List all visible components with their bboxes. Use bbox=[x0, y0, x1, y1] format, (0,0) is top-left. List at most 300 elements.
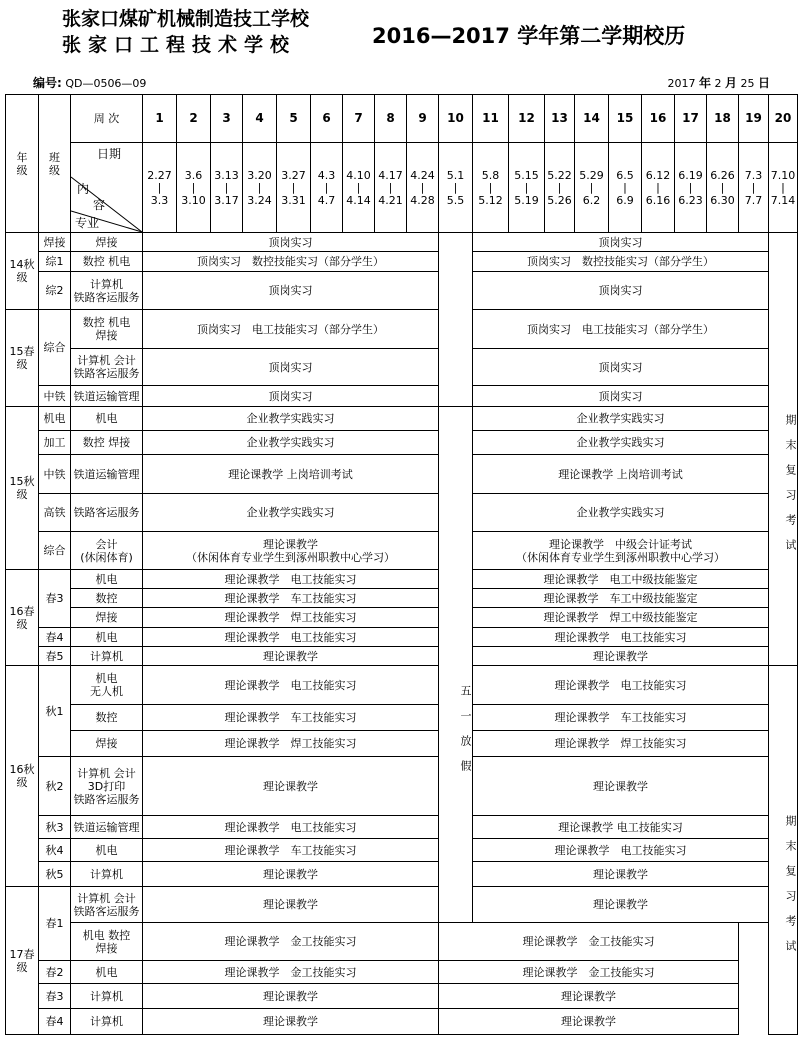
document-number bbox=[33, 74, 146, 91]
week-date-cell bbox=[311, 143, 343, 233]
content-label-2: 容 bbox=[93, 198, 106, 212]
schedule-note: （休闲体育专业学生到涿州职教中心学习） bbox=[516, 550, 725, 564]
schedule-weeks-1-9: 理论课教学 车工技能实习 bbox=[143, 705, 439, 731]
week-number-cell bbox=[311, 95, 343, 143]
schedule-row bbox=[6, 608, 798, 628]
date-month: 2 bbox=[714, 77, 722, 90]
major-name: (休闲体育) bbox=[80, 550, 133, 564]
major-cell bbox=[71, 494, 143, 532]
week-start-date: 5.8 bbox=[481, 168, 500, 182]
schedule-weeks-11-19 bbox=[473, 532, 769, 570]
schedule-weeks-11-19: 理论课教学 电工技能实习 bbox=[473, 839, 769, 862]
class-cell: 焊接 bbox=[39, 233, 71, 252]
major-cell bbox=[71, 862, 143, 887]
date-day-unit: 日 bbox=[757, 76, 770, 90]
schedule-weeks-11-19: 理论课教学 bbox=[473, 862, 769, 887]
week-date-cell bbox=[707, 143, 739, 233]
week-start-date: 6.5 bbox=[616, 168, 634, 182]
schedule-weeks-1-9: 顶岗实习 bbox=[143, 386, 439, 407]
schedule-weeks-11-19: 理论课教学 焊工中级技能鉴定 bbox=[473, 608, 769, 628]
schedule-row bbox=[6, 887, 798, 923]
week-end-date: 4.28 bbox=[410, 193, 435, 207]
week-number: 20 bbox=[774, 111, 792, 125]
date-separator: | bbox=[751, 180, 756, 194]
schedule-weeks-11-19: 企业教学实践实习 bbox=[473, 494, 769, 532]
date-separator: | bbox=[453, 180, 458, 194]
schedule-weeks-11-19: 顶岗实习 bbox=[473, 349, 769, 386]
major-cell bbox=[71, 757, 143, 816]
week-end-date: 6.16 bbox=[645, 193, 671, 207]
schedule-weeks-1-9: 理论课教学 电工技能实习 bbox=[143, 570, 439, 589]
week-number-cell bbox=[143, 95, 177, 143]
week-start-date: 6.19 bbox=[678, 168, 703, 182]
major-cell bbox=[71, 628, 143, 647]
week-end-date: 3.3 bbox=[150, 193, 169, 207]
major-cell bbox=[71, 1009, 143, 1035]
week-label: 周 次 bbox=[93, 112, 120, 125]
week-end-date: 5.5 bbox=[446, 193, 465, 207]
major-cell bbox=[71, 570, 143, 589]
date-separator: | bbox=[589, 180, 594, 194]
week-start-date: 6.26 bbox=[710, 168, 735, 182]
week-number: 4 bbox=[255, 111, 264, 125]
schedule-weeks-11-19: 理论课教学 bbox=[439, 1009, 739, 1035]
week-start-date: 7.3 bbox=[744, 168, 763, 182]
schedule-row bbox=[6, 1009, 798, 1035]
week-number: 14 bbox=[583, 111, 600, 125]
date-separator: | bbox=[291, 180, 296, 194]
major-cell bbox=[71, 532, 143, 570]
major-cell bbox=[71, 816, 143, 839]
major-name: 机电 bbox=[95, 843, 118, 857]
major-name: 计算机 会计 bbox=[77, 891, 136, 905]
date-separator: | bbox=[488, 180, 493, 194]
week-date-cell bbox=[143, 143, 177, 233]
class-cell: 机电 bbox=[39, 407, 71, 431]
grade-header-2: 级 bbox=[16, 163, 28, 177]
week-start-date: 5.1 bbox=[446, 168, 465, 182]
schedule-weeks-1-9: 理论课教学 车工技能实习 bbox=[143, 839, 439, 862]
class-cell: 高铁 bbox=[39, 494, 71, 532]
schedule-row bbox=[6, 666, 798, 705]
schedule-text: 理论课教学 中级会计证考试 bbox=[549, 537, 692, 551]
labor-day-holiday: 五一放假 bbox=[439, 407, 473, 923]
date-separator: | bbox=[656, 180, 660, 194]
document-number-value: QD—0506—09 bbox=[65, 77, 147, 90]
week-date-cell bbox=[545, 143, 575, 233]
week-start-date: 4.24 bbox=[410, 168, 435, 182]
final-exam-period-1: 期末复习考试 bbox=[769, 233, 798, 666]
schedule-weeks-1-9: 理论课教学 bbox=[143, 647, 439, 666]
week-number-cell bbox=[243, 95, 277, 143]
week-end-date: 4.21 bbox=[378, 193, 403, 207]
week-number-row bbox=[6, 95, 798, 143]
week-label-cell bbox=[71, 95, 143, 143]
schedule-weeks-11-19: 理论课教学 电工技能实习 bbox=[473, 816, 769, 839]
major-name: 机电 bbox=[95, 630, 118, 644]
schedule-weeks-11-19: 顶岗实习 bbox=[473, 272, 769, 310]
week-number-cell bbox=[473, 95, 509, 143]
date-separator: | bbox=[388, 180, 393, 194]
week-start-date: 3.27 bbox=[281, 168, 306, 182]
date-separator: | bbox=[356, 180, 361, 194]
week-start-date: 3.6 bbox=[184, 168, 203, 182]
week-date-cell bbox=[439, 143, 473, 233]
schedule-weeks-11-19: 理论课教学 电工技能实习 bbox=[473, 666, 769, 705]
week-number-cell bbox=[769, 95, 798, 143]
grade-header bbox=[6, 95, 39, 233]
schedule-weeks-1-9 bbox=[143, 532, 439, 570]
week-date-cell bbox=[277, 143, 311, 233]
week-end-date: 5.19 bbox=[514, 193, 539, 207]
major-name: 焊接 bbox=[95, 941, 118, 955]
major-cell bbox=[71, 431, 143, 455]
major-name: 铁路客运服务 bbox=[73, 506, 140, 519]
major-name: 数控 bbox=[95, 591, 118, 605]
week-number-cell bbox=[707, 95, 739, 143]
schedule-weeks-1-9: 理论课教学 bbox=[143, 887, 439, 923]
week-end-date: 4.14 bbox=[346, 193, 371, 207]
grade-cell: 16春级 bbox=[6, 570, 39, 666]
week-date-cell bbox=[243, 143, 277, 233]
document-number-label: 编号: bbox=[33, 76, 62, 90]
class-cell: 春5 bbox=[39, 647, 71, 666]
class-cell: 春4 bbox=[39, 1009, 71, 1035]
major-label: 专业 bbox=[75, 216, 100, 230]
schedule-row bbox=[6, 570, 798, 589]
class-cell: 秋5 bbox=[39, 862, 71, 887]
major-name: 数控 机电 bbox=[82, 316, 131, 329]
schedule-row bbox=[6, 757, 798, 816]
schedule-weeks-11-19: 理论课教学 电工中级技能鉴定 bbox=[473, 570, 769, 589]
major-cell bbox=[71, 705, 143, 731]
content-label-1: 内 bbox=[77, 182, 90, 196]
week-end-date: 3.31 bbox=[281, 193, 306, 207]
week-date-cell bbox=[509, 143, 545, 233]
major-name: 计算机 会计 bbox=[77, 354, 136, 367]
date-separator: | bbox=[524, 180, 529, 194]
class-header-1: 班 bbox=[49, 150, 60, 164]
week-end-date: 6.23 bbox=[678, 193, 703, 207]
schedule-weeks-1-9: 理论课教学 bbox=[143, 1009, 439, 1035]
schedule-weeks-1-9: 理论课教学 bbox=[143, 757, 439, 816]
major-name: 数控 bbox=[95, 711, 118, 724]
major-name: 铁道运输管理 bbox=[73, 389, 140, 403]
week-date-cell bbox=[211, 143, 243, 233]
major-cell bbox=[71, 666, 143, 705]
schedule-weeks-1-9: 理论课教学 车工技能实习 bbox=[143, 589, 439, 608]
grade-cell: 15秋级 bbox=[6, 407, 39, 570]
date-range-row bbox=[6, 143, 798, 233]
week-date-cell bbox=[769, 143, 798, 233]
major-name: 会计 bbox=[95, 537, 118, 551]
schedule-row bbox=[6, 984, 798, 1009]
major-name: 铁路客运服务 bbox=[73, 367, 140, 380]
class-cell: 秋1 bbox=[39, 666, 71, 757]
schedule-weeks-11-19: 理论课教学 车工中级技能鉴定 bbox=[473, 589, 769, 608]
major-name: 计算机 bbox=[90, 989, 123, 1003]
class-cell: 中铁 bbox=[39, 386, 71, 407]
date-separator: | bbox=[191, 180, 196, 194]
schedule-weeks-11-19: 理论课教学 电工技能实习 bbox=[473, 628, 769, 647]
calendar-table bbox=[5, 94, 798, 1035]
schedule-weeks-11-19: 理论课教学 上岗培训考试 bbox=[473, 455, 769, 494]
schedule-row bbox=[6, 349, 798, 386]
schedule-weeks-1-9: 企业教学实践实习 bbox=[143, 407, 439, 431]
schedule-weeks-11-19: 理论课教学 bbox=[473, 757, 769, 816]
schedule-row bbox=[6, 532, 798, 570]
week-end-date: 6.2 bbox=[582, 193, 601, 207]
major-name: 计算机 bbox=[90, 867, 123, 881]
week-start-date: 5.15 bbox=[514, 168, 539, 182]
major-cell bbox=[71, 310, 143, 349]
grade-cell: 17春级 bbox=[6, 887, 39, 1035]
week-end-date: 4.7 bbox=[317, 193, 336, 207]
major-name: 焊接 bbox=[95, 235, 118, 249]
class-header-2: 级 bbox=[49, 163, 60, 177]
schedule-row bbox=[6, 431, 798, 455]
major-name: 机电 bbox=[95, 965, 118, 979]
schedule-weeks-1-9: 理论课教学 电工技能实习 bbox=[143, 816, 439, 839]
major-name: 计算机 bbox=[90, 649, 123, 663]
diagonal-header-cell bbox=[71, 143, 143, 233]
schedule-weeks-11-19: 理论课教学 bbox=[473, 647, 769, 666]
week-start-date: 4.10 bbox=[346, 168, 371, 182]
date-separator: | bbox=[324, 180, 329, 194]
date-separator: | bbox=[557, 180, 562, 194]
week-start-date: 3.20 bbox=[247, 168, 272, 182]
week-number: 15 bbox=[616, 111, 634, 125]
week-number: 6 bbox=[322, 111, 331, 125]
schedule-row bbox=[6, 731, 798, 757]
schedule-weeks-1-9: 理论课教学 bbox=[143, 862, 439, 887]
schedule-row bbox=[6, 233, 798, 252]
major-cell bbox=[71, 272, 143, 310]
school-name-1: 张家口煤矿机械制造技工学校 bbox=[62, 8, 310, 30]
week-number-cell bbox=[545, 95, 575, 143]
schedule-row bbox=[6, 589, 798, 608]
week-number-cell bbox=[277, 95, 311, 143]
week-start-date: 4.3 bbox=[317, 168, 336, 182]
schedule-weeks-1-9: 理论课教学 电工技能实习 bbox=[143, 666, 439, 705]
week-start-date: 3.13 bbox=[214, 168, 239, 182]
major-name: 无人机 bbox=[90, 685, 123, 698]
week-number: 18 bbox=[714, 111, 731, 125]
major-name: 铁路客运服务 bbox=[73, 904, 140, 918]
week-number: 2 bbox=[189, 111, 198, 125]
week-number: 19 bbox=[745, 111, 762, 125]
schedule-note: （休闲体育专业学生到涿州职教中心学习） bbox=[186, 550, 395, 564]
week-date-cell bbox=[407, 143, 439, 233]
schedule-weeks-1-9: 理论课教学 电工技能实习 bbox=[143, 628, 439, 647]
schedule-row bbox=[6, 816, 798, 839]
schedule-row bbox=[6, 272, 798, 310]
week-number-cell bbox=[739, 95, 769, 143]
date-year-unit: 年 bbox=[698, 76, 711, 90]
calendar-title: 2016—2017 学年第二学期校历 bbox=[372, 24, 686, 48]
schedule-row bbox=[6, 647, 798, 666]
grade-cell: 15春级 bbox=[6, 310, 39, 407]
week-date-cell bbox=[642, 143, 675, 233]
schedule-weeks-11-19: 理论课教学 金工技能实习 bbox=[439, 961, 739, 984]
week-date-cell bbox=[177, 143, 211, 233]
week-end-date: 7.7 bbox=[744, 193, 763, 207]
major-cell bbox=[71, 647, 143, 666]
date-day: 25 bbox=[740, 77, 755, 90]
week-start-date: 7.10 bbox=[770, 168, 796, 182]
date-month-unit: 月 bbox=[724, 76, 737, 90]
week-number: 5 bbox=[289, 111, 298, 125]
major-name: 铁道运输管理 bbox=[73, 820, 140, 834]
major-cell bbox=[71, 233, 143, 252]
major-cell bbox=[71, 386, 143, 407]
week-date-cell bbox=[343, 143, 375, 233]
major-name: 焊接 bbox=[95, 611, 118, 624]
schedule-row bbox=[6, 705, 798, 731]
class-cell: 春1 bbox=[39, 887, 71, 961]
major-name: 铁路客运服务 bbox=[73, 792, 140, 806]
schedule-weeks-11-19: 理论课教学 金工技能实习 bbox=[439, 923, 739, 961]
grade-cell: 14秋级 bbox=[6, 233, 39, 310]
major-name: 计算机 bbox=[90, 277, 123, 291]
class-cell: 春4 bbox=[39, 628, 71, 647]
week-number-cell bbox=[675, 95, 707, 143]
major-cell bbox=[71, 455, 143, 494]
schedule-row bbox=[6, 310, 798, 349]
class-cell: 秋4 bbox=[39, 839, 71, 862]
major-name: 数控 机电 bbox=[82, 255, 131, 268]
week-number: 9 bbox=[418, 111, 427, 125]
class-header bbox=[39, 95, 71, 233]
schedule-row bbox=[6, 862, 798, 887]
date-separator: | bbox=[257, 180, 262, 194]
week-number-cell bbox=[642, 95, 675, 143]
document-header bbox=[0, 0, 800, 95]
schedule-weeks-11-19: 理论课教学 bbox=[439, 984, 739, 1009]
major-name: 计算机 bbox=[90, 1015, 123, 1028]
class-cell: 加工 bbox=[39, 431, 71, 455]
week-date-cell bbox=[473, 143, 509, 233]
schedule-row bbox=[6, 839, 798, 862]
week-end-date: 7.14 bbox=[770, 193, 796, 207]
class-cell: 春3 bbox=[39, 984, 71, 1009]
major-cell bbox=[71, 589, 143, 608]
schedule-row bbox=[6, 923, 798, 961]
schedule-weeks-1-9: 理论课教学 bbox=[143, 984, 439, 1009]
major-name: 机电 bbox=[95, 572, 118, 586]
week-date-cell bbox=[739, 143, 769, 233]
schedule-weeks-1-9: 理论课教学 焊工技能实习 bbox=[143, 608, 439, 628]
date-separator: | bbox=[420, 180, 425, 194]
week-number: 1 bbox=[155, 111, 164, 125]
schedule-weeks-1-9: 理论课教学 焊工技能实习 bbox=[143, 731, 439, 757]
schedule-weeks-11-19: 理论课教学 车工技能实习 bbox=[473, 705, 769, 731]
week-number-cell bbox=[575, 95, 609, 143]
week-start-date: 4.17 bbox=[378, 168, 403, 182]
class-cell: 春2 bbox=[39, 961, 71, 984]
date-year: 2017 bbox=[667, 77, 696, 90]
schedule-weeks-1-9: 顶岗实习 bbox=[143, 272, 439, 310]
school-name-2: 张家口工程技术学校 bbox=[62, 34, 297, 56]
week-date-cell bbox=[575, 143, 609, 233]
week-start-date: 5.29 bbox=[579, 168, 604, 182]
week-number: 3 bbox=[222, 111, 231, 125]
date-separator: | bbox=[781, 180, 785, 194]
major-name: 铁道运输管理 bbox=[73, 467, 140, 481]
class-cell: 中铁 bbox=[39, 455, 71, 494]
schedule-row bbox=[6, 628, 798, 647]
date-separator: | bbox=[688, 180, 693, 194]
schedule-weeks-11-19: 理论课教学 焊工技能实习 bbox=[473, 731, 769, 757]
major-cell bbox=[71, 608, 143, 628]
week-number: 13 bbox=[551, 111, 568, 125]
date-label: 日期 bbox=[97, 147, 122, 161]
schedule-row bbox=[6, 494, 798, 532]
major-cell bbox=[71, 961, 143, 984]
week-number-cell bbox=[439, 95, 473, 143]
major-name: 机电 数控 bbox=[82, 928, 131, 942]
schedule-weeks-1-9: 理论课教学 上岗培训考试 bbox=[143, 455, 439, 494]
issue-date bbox=[667, 74, 770, 91]
date-separator: | bbox=[224, 180, 229, 194]
schedule-weeks-11-19: 企业教学实践实习 bbox=[473, 431, 769, 455]
major-name: 焊接 bbox=[95, 737, 118, 750]
major-cell bbox=[71, 839, 143, 862]
week-end-date: 5.12 bbox=[478, 193, 503, 207]
schedule-weeks-11-19: 企业教学实践实习 bbox=[473, 407, 769, 431]
schedule-row bbox=[6, 386, 798, 407]
week-end-date: 5.26 bbox=[547, 193, 572, 207]
week-start-date: 2.27 bbox=[147, 168, 172, 182]
week-number-cell bbox=[375, 95, 407, 143]
class-cell: 秋2 bbox=[39, 757, 71, 816]
week-start-date: 5.22 bbox=[547, 168, 572, 182]
major-cell bbox=[71, 731, 143, 757]
week-date-cell bbox=[675, 143, 707, 233]
schedule-row bbox=[6, 252, 798, 272]
week-end-date: 6.30 bbox=[710, 193, 735, 207]
week-end-date: 3.24 bbox=[247, 193, 272, 207]
week-end-date: 3.10 bbox=[181, 193, 206, 207]
major-cell bbox=[71, 984, 143, 1009]
schedule-weeks-1-9: 企业教学实践实习 bbox=[143, 494, 439, 532]
schedule-weeks-1-9: 顶岗实习 bbox=[143, 233, 439, 252]
class-cell: 综1 bbox=[39, 252, 71, 272]
major-cell bbox=[71, 887, 143, 923]
schedule-weeks-11-19: 理论课教学 bbox=[473, 887, 769, 923]
schedule-weeks-1-9: 理论课教学 金工技能实习 bbox=[143, 923, 439, 961]
major-name: 计算机 会计 bbox=[77, 766, 136, 780]
week-number: 11 bbox=[482, 111, 499, 125]
final-exam-period-2: 期末复习考试 bbox=[769, 666, 798, 1035]
week-number: 17 bbox=[682, 111, 699, 125]
schedule-row bbox=[6, 961, 798, 984]
class-cell: 综合 bbox=[39, 310, 71, 386]
major-name: 机电 bbox=[95, 412, 118, 425]
schedule-weeks-11-19: 顶岗实习 数控技能实习（部分学生） bbox=[473, 252, 769, 272]
week-start-date: 6.12 bbox=[645, 168, 671, 182]
major-name: 数控 焊接 bbox=[82, 436, 131, 449]
schedule-weeks-11-19: 顶岗实习 电工技能实习（部分学生） bbox=[473, 310, 769, 349]
major-cell bbox=[71, 923, 143, 961]
schedule-weeks-1-9: 顶岗实习 bbox=[143, 349, 439, 386]
schedule-weeks-11-19: 顶岗实习 bbox=[473, 233, 769, 252]
week-number: 12 bbox=[518, 111, 535, 125]
date-separator: | bbox=[157, 180, 162, 194]
schedule-weeks-1-9: 企业教学实践实习 bbox=[143, 431, 439, 455]
week-number-cell bbox=[343, 95, 375, 143]
class-cell: 春3 bbox=[39, 570, 71, 628]
